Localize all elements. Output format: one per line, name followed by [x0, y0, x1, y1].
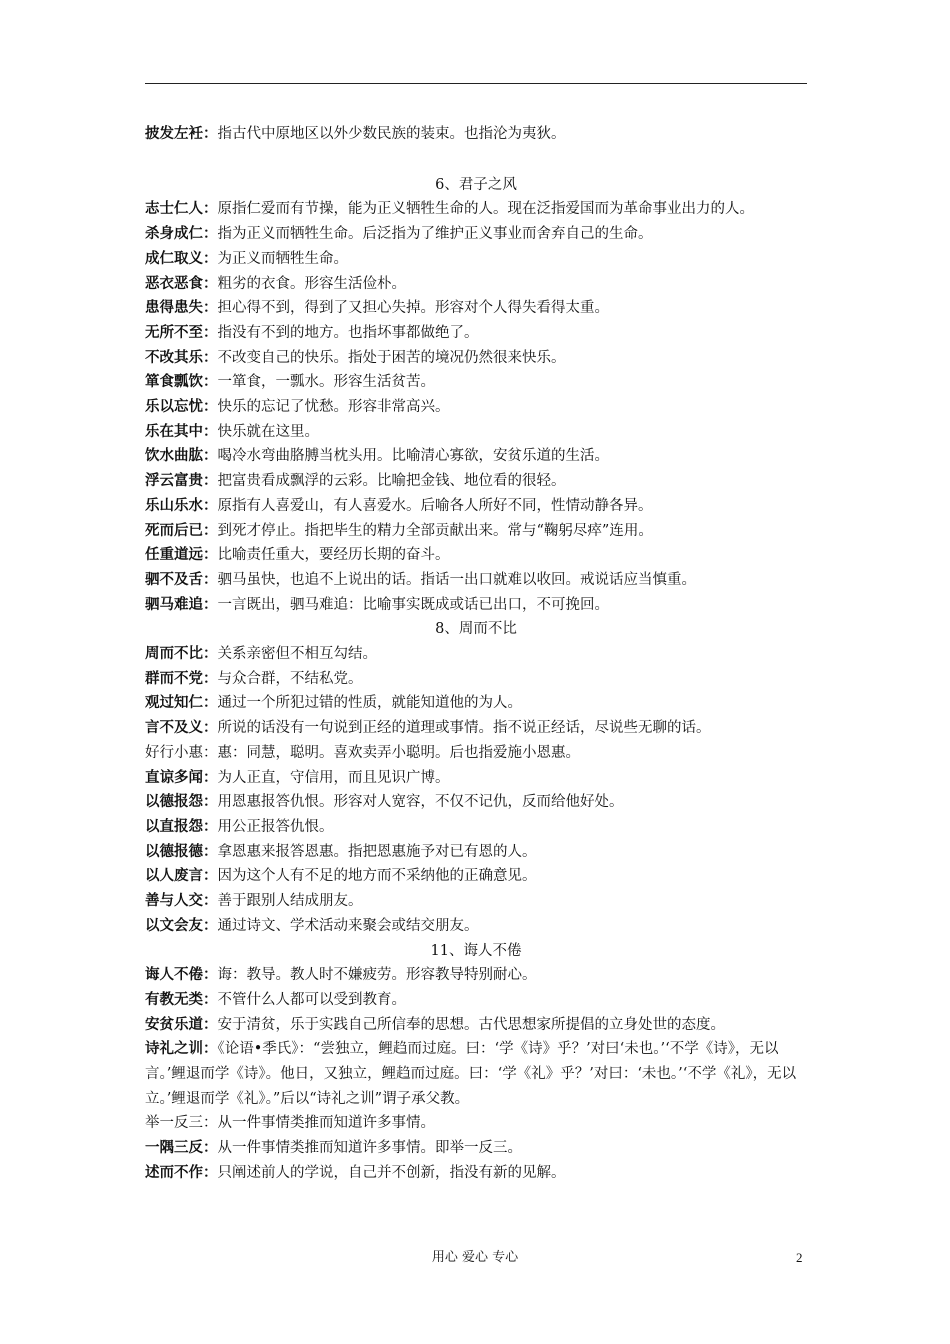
- idiom-entry: [145, 272, 807, 297]
- idiom-term: 好行小惠：: [145, 744, 218, 761]
- idiom-term: 成仁取义：: [145, 250, 218, 267]
- idiom-term: 志士仁人：: [145, 201, 218, 218]
- idiom-definition: 比喻责任重大，要经历长期的奋斗。: [217, 547, 450, 564]
- idiom-term: 不改其乐：: [145, 349, 218, 366]
- idiom-definition: 一箪食，一瓢水。形容生活贫苦。: [217, 374, 435, 391]
- idiom-entry: [145, 222, 807, 247]
- idiom-definition: 通过一个所犯过错的性质，就能知道他的为人。: [217, 695, 522, 712]
- idiom-term: 患得患失：: [145, 300, 218, 317]
- idiom-entry: [145, 642, 807, 667]
- idiom-term: 观过知仁：: [145, 695, 218, 712]
- idiom-definition: 诲：教导。教人时不嫌疲劳。形容教导特别耐心。: [217, 967, 537, 984]
- idiom-entry: [145, 593, 807, 618]
- idiom-definition: 只阐述前人的学说，自己并不创新，指没有新的见解。: [217, 1164, 566, 1181]
- idiom-definition: 安于清贫，乐于实践自己所信奉的思想。古代思想家所提倡的立身处世的态度。: [217, 1016, 725, 1033]
- idiom-definition: 拿恩惠来报答恩惠。指把恩惠施予对已有恩的人。: [217, 843, 537, 860]
- idiom-term: 驷马难追：: [145, 596, 218, 613]
- idiom-term: 举一反三：: [145, 1115, 218, 1132]
- idiom-entry: [145, 395, 807, 420]
- section-heading: 8、周而不比: [435, 621, 517, 638]
- idiom-entry: [145, 346, 807, 371]
- idiom-entry: [145, 691, 807, 716]
- idiom-definition: 所说的话没有一句说到正经的道理或事情。指不说正经话，尽说些无聊的话。: [217, 720, 711, 737]
- idiom-term: 浮云富贵：: [145, 473, 218, 490]
- idiom-term: 乐在其中：: [145, 423, 218, 440]
- idiom-term: 群而不党：: [145, 670, 218, 687]
- idiom-entry: [145, 815, 807, 840]
- footer-text: 用心 爱心 专心: [431, 1250, 519, 1265]
- idiom-entry: [145, 321, 807, 346]
- idiom-term: 善与人交：: [145, 893, 218, 910]
- idiom-definition: 原指有人喜爱山，有人喜爱水。后喻各人所好不同，性情动静各异。: [217, 497, 653, 514]
- idiom-definition: 把富贵看成飘浮的云彩。比喻把金钱、地位看的很轻。: [217, 473, 566, 490]
- idiom-entry: [145, 568, 807, 593]
- idiom-definition: 担心得不到，得到了又担心失掉。形容对个人得失看得太重。: [217, 300, 609, 317]
- section-heading: 6、君子之风: [435, 176, 517, 193]
- idiom-entry: [145, 469, 807, 494]
- idiom-term: 以直报怨：: [145, 818, 218, 835]
- idiom-definition: 指古代中原地区以外少数民族的装束。也指沦为夷狄。: [217, 126, 566, 142]
- page-number: 2: [796, 1250, 803, 1265]
- idiom-definition: 到死才停止。指把毕生的精力全部贡献出来。常与“鞠躬尽瘁”连用。: [217, 522, 653, 539]
- idiom-term: 周而不比：: [145, 646, 218, 663]
- section-heading: 11、诲人不倦: [430, 942, 522, 959]
- idiom-definition: 喝冷水弯曲胳膊当枕头用。比喻清心寡欲，安贫乐道的生活。: [217, 448, 609, 465]
- idiom-definition: 指为正义而牺牲生命。后泛指为了维护正义事业而舍弃自己的生命。: [217, 226, 653, 243]
- idiom-entry: [145, 1013, 807, 1038]
- idiom-term: 乐山乐水：: [145, 497, 218, 514]
- idiom-definition: 原指仁爱而有节操，能为正义牺牲生命的人。现在泛指爱国而为革命事业出力的人。: [217, 201, 754, 218]
- idiom-definition: 《论语•季氏》：“尝独立，鲤趋而过庭。曰：‘学《诗》乎？’对曰‘未也。’‘不学《诗》，无以言。’鲤退而学《诗》。他日，又独立，鲤趋而过庭。曰：‘学《礼》乎？’对曰：‘未也。’‘不学《礼》，无以立。’鲤退而学《礼》。”后以“诗礼之训”谓子承父教。: [145, 1041, 797, 1107]
- idiom-term: 披发左衽：: [145, 126, 218, 142]
- idiom-entry: [145, 716, 807, 741]
- idiom-definition: 不改变自己的快乐。指处于困苦的境况仍然很来快乐。: [217, 349, 566, 366]
- idiom-entry: [145, 988, 807, 1013]
- idiom-term: 安贫乐道：: [145, 1016, 218, 1033]
- idiom-entry: [145, 840, 807, 865]
- idiom-definition: 与众合群，不结私党。: [217, 670, 363, 687]
- idiom-definition: 不管什么人都可以受到教育。: [217, 991, 406, 1008]
- idiom-entry: [145, 370, 807, 395]
- idiom-term: 饮水曲肱：: [145, 448, 218, 465]
- idiom-definition: 关系亲密但不相互勾结。: [217, 646, 377, 663]
- idiom-term: 死而后已：: [145, 522, 218, 539]
- idiom-entry: [145, 247, 807, 272]
- idiom-definition: 驷马虽快，也追不上说出的话。指话一出口就难以收回。戒说话应当慎重。: [217, 571, 696, 588]
- idiom-entry: [145, 296, 807, 321]
- idiom-entry: [145, 667, 807, 692]
- idiom-entry: [145, 1037, 807, 1111]
- idiom-term: 杀身成仁：: [145, 226, 218, 243]
- idiom-entry: [145, 519, 807, 544]
- idiom-term: 直谅多闻：: [145, 769, 218, 786]
- idiom-term: 箪食瓢饮：: [145, 374, 218, 391]
- idiom-entry: [145, 790, 807, 815]
- idiom-definition: 快乐的忘记了忧愁。形容非常高兴。: [217, 399, 450, 416]
- idiom-entry: [145, 1111, 807, 1136]
- idiom-entry: [145, 864, 807, 889]
- idiom-definition: 通过诗文、学术活动来聚会或结交朋友。: [217, 917, 479, 934]
- idiom-term: 以文会友：: [145, 917, 218, 934]
- idiom-definition: 粗劣的衣食。形容生活俭朴。: [217, 275, 406, 292]
- idiom-definition: 用恩惠报答仇恨。形容对人宽容，不仅不记仇，反而给他好处。: [217, 794, 624, 811]
- idiom-entry: [145, 914, 807, 939]
- header-rule: [145, 83, 807, 84]
- idiom-definition: 用公正报答仇恨。: [217, 818, 334, 835]
- idiom-term: 有教无类：: [145, 991, 218, 1008]
- idiom-entry: [145, 766, 807, 791]
- idiom-entry: [145, 543, 807, 568]
- idiom-definition: 为正义而牺牲生命。: [217, 250, 348, 267]
- idiom-definition: 一言既出，驷马难追：比喻事实既成或话已出口，不可挽回。: [217, 596, 609, 613]
- document-body: [145, 122, 807, 1186]
- idiom-definition: 快乐就在这里。: [217, 423, 319, 440]
- idiom-term: 乐以忘忧：: [145, 399, 218, 416]
- idiom-definition: 从一件事情类推而知道许多事情。: [217, 1115, 435, 1132]
- idiom-term: 言不及义：: [145, 720, 218, 737]
- idiom-term: 以德报德：: [145, 843, 218, 860]
- idiom-entry: [145, 122, 807, 147]
- idiom-entry: [145, 741, 807, 766]
- idiom-entry: [145, 1161, 807, 1186]
- idiom-entry: [145, 494, 807, 519]
- idiom-definition: 惠：同慧，聪明。喜欢卖弄小聪明。后也指爱施小恩惠。: [217, 744, 580, 761]
- idiom-definition: 指没有不到的地方。也指坏事都做绝了。: [217, 324, 479, 341]
- idiom-term: 恶衣恶食：: [145, 275, 218, 292]
- idiom-definition: 因为这个人有不足的地方而不采纳他的正确意见。: [217, 868, 537, 885]
- idiom-entry: [145, 963, 807, 988]
- idiom-entry: [145, 444, 807, 469]
- idiom-definition: 从一件事情类推而知道许多事情。即举一反三。: [217, 1140, 522, 1157]
- idiom-term: 任重道远：: [145, 547, 218, 564]
- idiom-term: 诲人不倦：: [145, 967, 218, 984]
- idiom-entry: [145, 1136, 807, 1161]
- idiom-term: 驷不及舌：: [145, 571, 218, 588]
- idiom-term: 无所不至：: [145, 324, 218, 341]
- idiom-term: 以人废言：: [145, 868, 218, 885]
- idiom-entry: [145, 197, 807, 222]
- idiom-definition: 善于跟别人结成朋友。: [217, 893, 363, 910]
- idiom-term: 以德报怨：: [145, 794, 218, 811]
- idiom-definition: 为人正直，守信用，而且见识广博。: [217, 769, 450, 786]
- idiom-term: 述而不作：: [145, 1164, 218, 1181]
- idiom-entry: [145, 889, 807, 914]
- idiom-entry: [145, 420, 807, 445]
- idiom-term: 一隅三反：: [145, 1140, 218, 1157]
- idiom-term: 诗礼之训：: [145, 1041, 218, 1058]
